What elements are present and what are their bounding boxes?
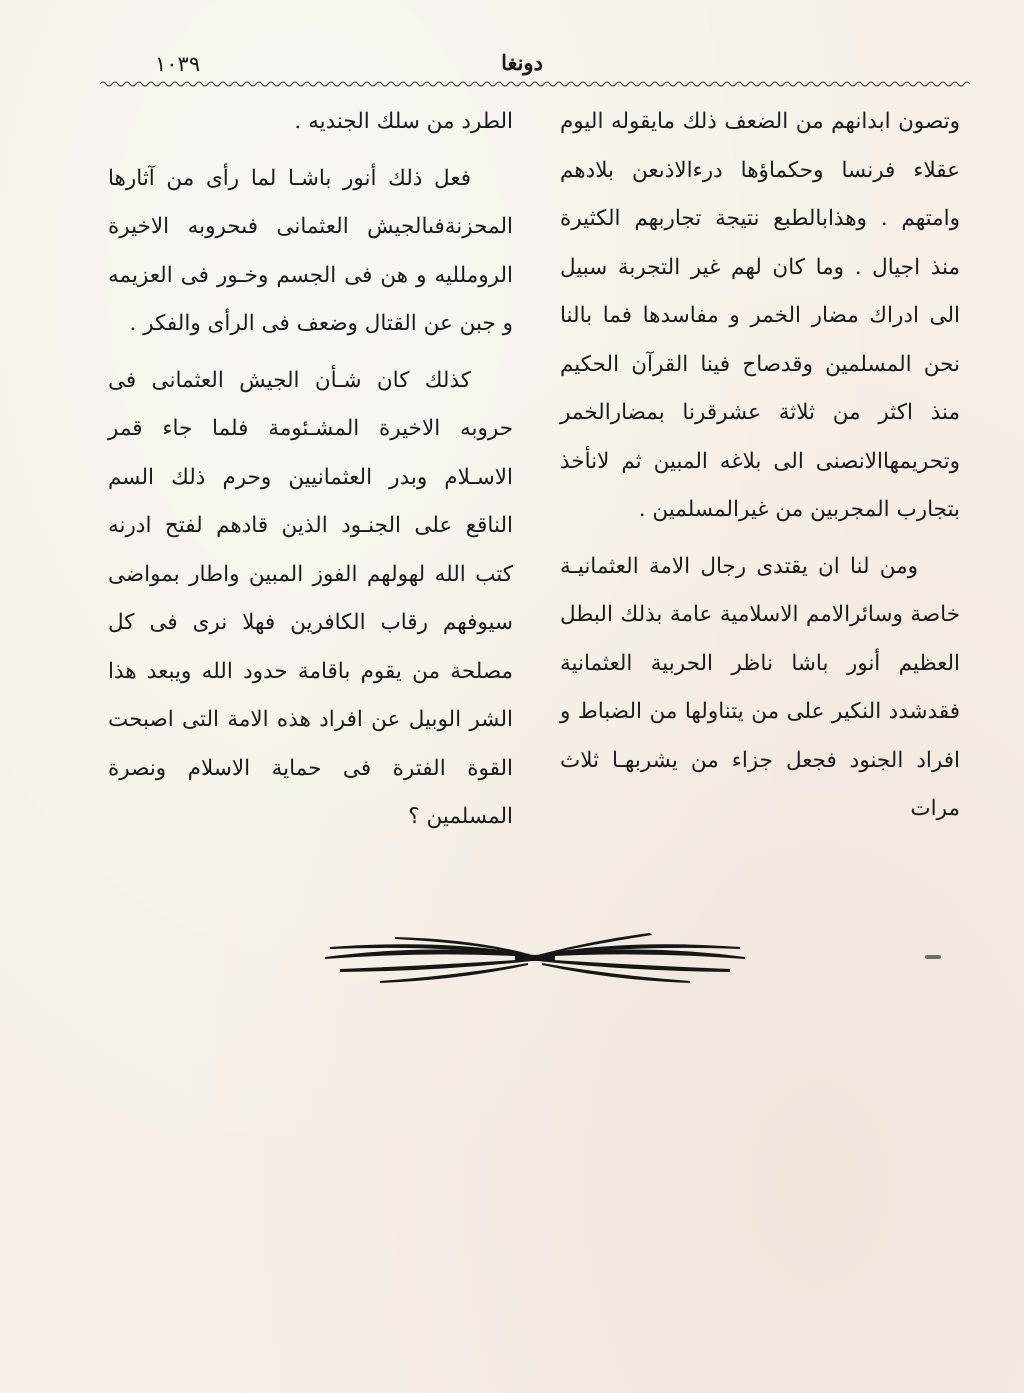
left-column [108, 98, 513, 842]
paragraph: ومن لنا ان يقتدى رجال الامة العثمانيـة خاصة وسائرالامم الاسلامية عامة بذلك البطل العظيم أنور باشا ناظر الحربية العثمانية فقدشدد النكير على من يتناولها من الضباط و افراد الجنود فجعل جزاء من يشربهـا ثلاث مرات [560, 553, 960, 821]
right-column [560, 98, 960, 834]
ornament-icon [320, 925, 750, 995]
paragraph: الطرد من سلك الجنديه . [294, 109, 513, 134]
page-number: ١٠٣٩ [155, 52, 201, 76]
page-header [0, 44, 1024, 84]
wavy-rule-icon [100, 80, 970, 88]
ink-mark [925, 955, 941, 959]
paragraph: وتصون ابدانهم من الضعف ذلك مايقوله اليوم عقلاء فرنسا وحكماؤها درءالاذىعن بلادهم وامتهم . وهذابالطبع نتيجة تجاربهم الكثيرة منذ اجيال . وما كان لهم غير التجربة سبيل الى ادراك مضار الخمر و مفاسدها فما بالنا نحن المسلمين وقدصاح فينا القرآن الحكيم منذ اكثر من ثلاثة عشرقرنا بمضارالخمر وتحريمهاالانصنى الى بلاغه المبين ثم لانأخذ بتجارب المجربين من غيرالمسلمين . [560, 109, 960, 522]
paragraph: فعل ذلك أنور باشـا لما رأى من آثارها المحزنةفىالجيش العثمانى فىحروبه الاخيرة الروملليه و هن فى الجسم وخـور فى العزيمه و جبن عن القتال وضعف فى الرأى والفكر . [108, 165, 513, 336]
running-title: دونغا [501, 50, 543, 75]
paragraph: كذلك كان شـأن الجيش العثمانى فى حروبه الاخيرة المشـئومة فلما جاء قمر الاسـلام وبدر العثمانيين وحرم ذلك السم الناقع على الجنـود الذين قادهم لفتح ادرنه كتب الله لهولهم الفوز المبين واطار بمواضى سيوفهم رقاب الكافرين فهلا نرى فى كل مصلحة من يقوم باقامة حدود الله ويبعد هذا الشر الوبيل عن افراد هذه الامة التى اصبحت القوة الفترة فى حماية الاسلام ونصرة المسلمين ؟ [108, 367, 513, 829]
